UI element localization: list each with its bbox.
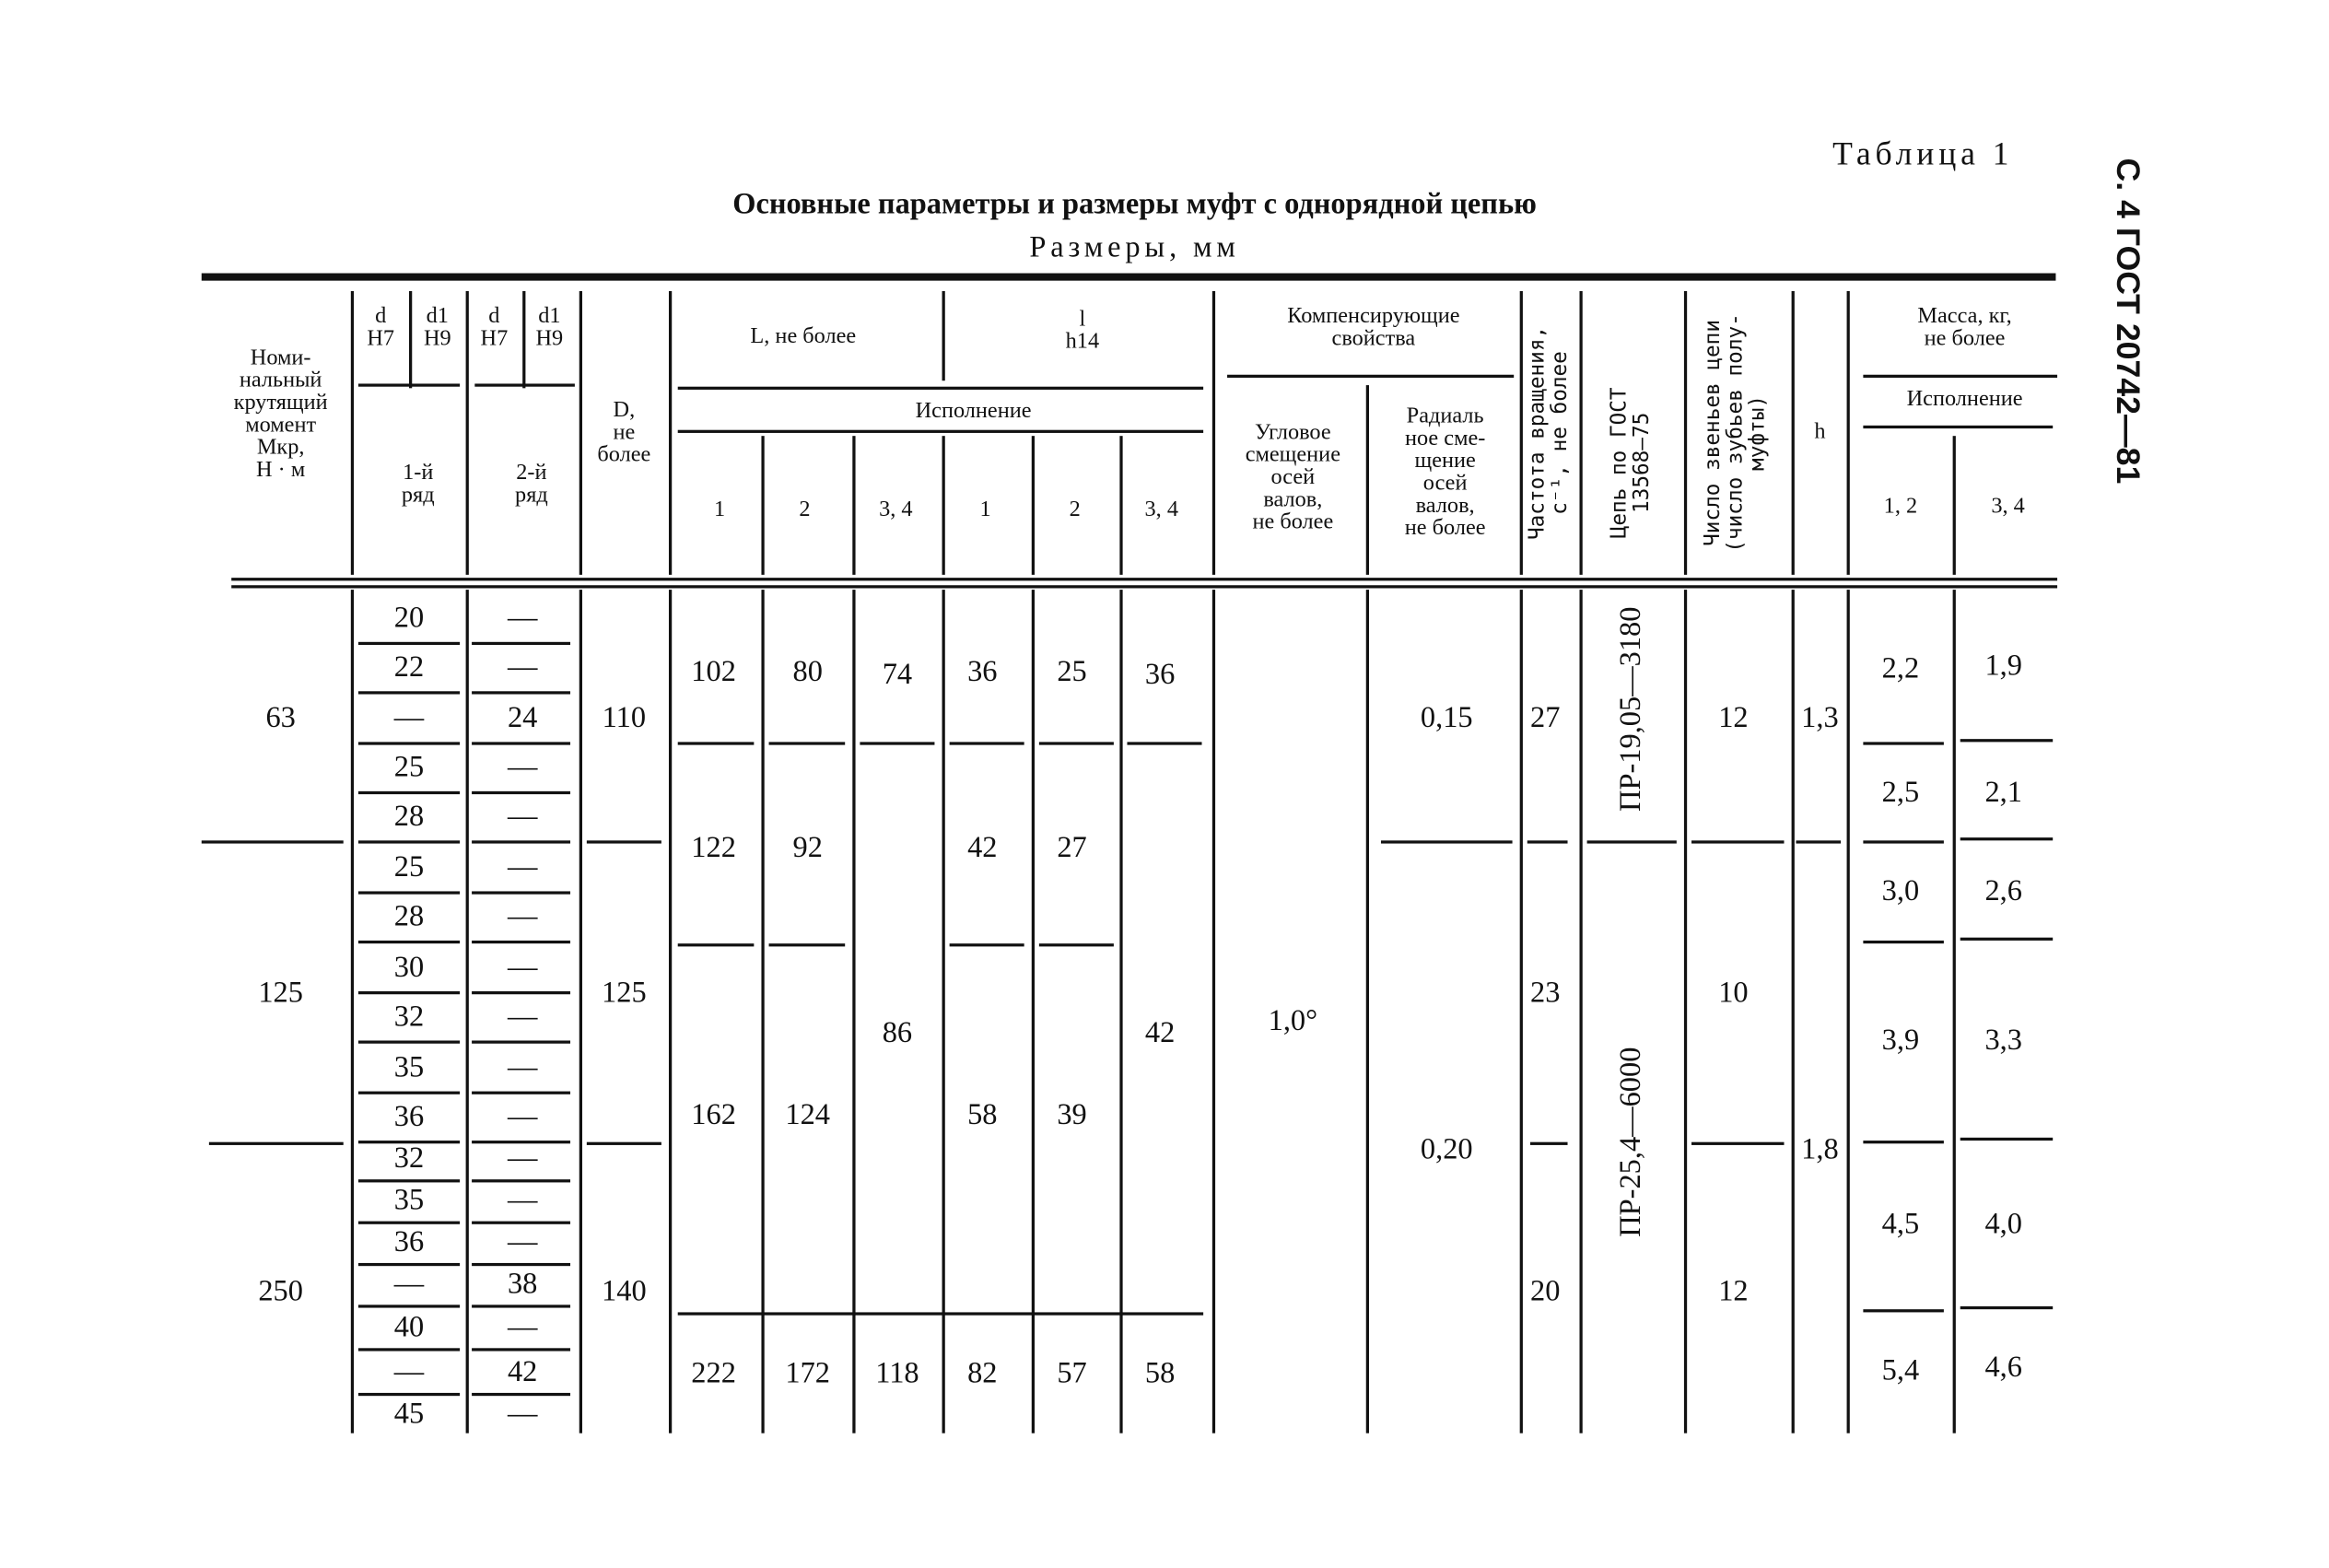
row2-diameter: — — [507, 1141, 538, 1176]
row-divider — [1960, 938, 2053, 941]
mass-exec-label: 1, 2 — [1883, 495, 1918, 520]
table-title: Основные параметры и размеры муфт с однорядной цепью — [732, 188, 1537, 221]
row-divider — [950, 742, 1024, 744]
execution-header: Исполнение — [915, 399, 1032, 424]
row-divider — [587, 840, 661, 843]
column-divider — [761, 590, 764, 1433]
L-exec34-value: 86 — [882, 1016, 913, 1050]
row-divider — [1527, 840, 1568, 843]
row1-diameter: 32 — [393, 1141, 425, 1176]
column-divider — [1520, 590, 1523, 1433]
L-exec34-value: 118 — [875, 1357, 919, 1390]
mass34-value: 2,6 — [1984, 874, 2022, 908]
row-divider — [1691, 840, 1784, 843]
column-divider — [1953, 590, 1956, 1433]
l-exec2-value: 39 — [1057, 1098, 1087, 1132]
row-divider — [472, 941, 570, 943]
torque-value: 125 — [258, 976, 303, 1010]
row-divider — [1960, 739, 2053, 742]
chain-value: ПР-19,05—3180 — [1614, 606, 1648, 812]
angular-value: 1,0° — [1268, 1004, 1318, 1038]
row-divider — [472, 1348, 570, 1351]
row-divider — [1960, 837, 2053, 840]
L-exec1-value: 222 — [691, 1357, 736, 1390]
column-divider — [409, 291, 412, 388]
row2-diameter: 38 — [507, 1267, 538, 1301]
column-divider — [1032, 590, 1035, 1433]
row2-diameter: — — [507, 1050, 538, 1084]
column-divider — [1032, 436, 1035, 575]
column-divider — [1579, 590, 1582, 1433]
radial-value: 0,15 — [1420, 701, 1473, 735]
frequency-header: Частота вращения, с⁻¹, не более — [1526, 325, 1573, 541]
row-divider — [472, 891, 570, 894]
D-value: 110 — [602, 701, 647, 735]
column-divider — [351, 291, 354, 575]
l-header: l h14 — [1065, 307, 1100, 355]
units-label: Размеры, мм — [1029, 231, 1240, 264]
mass12-value: 4,5 — [1881, 1207, 1920, 1241]
row-divider — [587, 1142, 661, 1145]
L-header: L, не более — [750, 324, 857, 349]
row1-diameter: 30 — [393, 951, 425, 984]
row-divider — [358, 941, 460, 943]
L-exec2-value: 124 — [785, 1098, 830, 1132]
mass34-value: 3,3 — [1984, 1024, 2022, 1058]
row2-diameter: — — [507, 900, 538, 933]
row-divider — [678, 430, 1203, 433]
mass-execution-header: Исполнение — [1906, 387, 2023, 412]
column-divider — [1520, 291, 1523, 575]
column-divider — [852, 436, 855, 575]
row-divider — [472, 742, 570, 744]
d1-h9-header-row2: d1 H9 — [535, 304, 564, 351]
row-divider — [1863, 375, 2057, 378]
row-divider — [472, 840, 570, 843]
row-divider — [358, 1040, 460, 1043]
row1-diameter: 20 — [393, 602, 425, 635]
column-divider — [351, 590, 354, 1433]
column-divider — [1847, 590, 1850, 1433]
links-value: 12 — [1718, 701, 1749, 735]
column-divider — [942, 436, 945, 575]
links-value: 10 — [1718, 976, 1749, 1010]
row1-diameter: 32 — [393, 1000, 425, 1034]
row-divider — [1127, 742, 1201, 744]
L-exec1-value: 102 — [691, 655, 736, 689]
row-divider — [474, 383, 575, 386]
mass12-value: 3,9 — [1881, 1024, 1920, 1058]
row-divider — [678, 387, 1203, 390]
row2-diameter: 24 — [507, 701, 538, 735]
row-divider — [1691, 1142, 1784, 1145]
column-divider — [852, 590, 855, 1433]
row-divider — [358, 691, 460, 694]
column-divider — [1119, 436, 1122, 575]
column-divider — [1212, 590, 1215, 1433]
mass12-value: 2,2 — [1881, 652, 1920, 685]
row1-diameter: 45 — [393, 1397, 425, 1431]
L-exec34-value: 74 — [882, 658, 913, 692]
row-divider — [358, 891, 460, 894]
row-divider — [1863, 1141, 1944, 1143]
row-divider — [1796, 840, 1841, 843]
column-divider — [1792, 590, 1795, 1433]
execution-label: 2 — [799, 497, 811, 522]
row1-diameter: 25 — [393, 751, 425, 784]
row-divider — [1863, 426, 2053, 428]
column-divider — [1366, 385, 1369, 575]
row-divider — [358, 642, 460, 645]
row-divider — [358, 383, 460, 386]
row-divider — [358, 1348, 460, 1351]
row-divider — [678, 943, 755, 946]
row-divider — [472, 791, 570, 794]
row-divider — [1039, 943, 1114, 946]
column-divider — [1847, 291, 1850, 575]
L-exec1-value: 162 — [691, 1098, 736, 1132]
row-divider — [678, 742, 755, 744]
row2-diameter: — — [507, 1184, 538, 1217]
row-divider — [1863, 1309, 1944, 1312]
row-divider — [358, 1179, 460, 1182]
l-exec34-value: 36 — [1144, 658, 1176, 692]
l-exec34-value: 58 — [1144, 1357, 1176, 1390]
torque-header: Номи- нальный крутящий момент Mкр, Н · м — [233, 345, 328, 483]
row-divider — [1530, 1142, 1568, 1145]
L-exec1-value: 122 — [691, 831, 736, 865]
l-exec34-value: 42 — [1144, 1016, 1176, 1050]
row1-diameter: — — [393, 1355, 425, 1389]
row-divider — [358, 1263, 460, 1266]
row-divider — [472, 1263, 570, 1266]
mass-exec-label: 3, 4 — [1991, 495, 2025, 520]
l-exec2-value: 27 — [1057, 831, 1087, 865]
row1-header: 1-й ряд — [401, 461, 435, 508]
row-divider — [1960, 1138, 2053, 1141]
column-divider — [761, 436, 764, 575]
row-divider — [358, 991, 460, 994]
row-divider — [1587, 840, 1677, 843]
row-divider — [472, 1040, 570, 1043]
row2-diameter: — — [507, 650, 538, 685]
row-divider — [1227, 375, 1514, 378]
D-value: 125 — [602, 976, 647, 1010]
execution-label: 1 — [979, 497, 991, 522]
column-divider — [942, 291, 945, 380]
d-h7-header: d H7 — [367, 304, 395, 351]
row-divider — [950, 943, 1024, 946]
row-divider — [472, 1305, 570, 1307]
mass12-value: 2,5 — [1881, 776, 1920, 810]
frequency-value: 23 — [1530, 976, 1561, 1010]
row1-diameter: 40 — [393, 1310, 425, 1344]
row2-diameter: — — [507, 1397, 538, 1431]
mass34-value: 2,1 — [1984, 776, 2022, 810]
column-divider — [1953, 436, 1956, 575]
row1-diameter: 35 — [393, 1050, 425, 1084]
mass12-value: 3,0 — [1881, 874, 1920, 908]
execution-label: 2 — [1069, 497, 1081, 522]
table-label: Таблица 1 — [1832, 134, 2014, 172]
column-divider — [579, 291, 582, 575]
column-divider — [942, 590, 945, 1433]
column-divider — [1684, 291, 1687, 575]
row-divider — [472, 1179, 570, 1182]
column-divider — [522, 291, 525, 388]
column-divider — [669, 590, 672, 1433]
row-divider — [231, 585, 2057, 588]
row-divider — [231, 578, 2057, 580]
row1-diameter: 36 — [393, 1100, 425, 1133]
row-divider — [472, 1222, 570, 1224]
row2-diameter: — — [507, 800, 538, 834]
d1-h9-header: d1 H9 — [423, 304, 451, 351]
l-exec2-value: 25 — [1057, 655, 1087, 689]
row-divider — [1863, 941, 1944, 943]
h-value: 1,3 — [1801, 701, 1839, 735]
column-divider — [466, 291, 469, 575]
row-divider — [1381, 840, 1513, 843]
compensating-header: Компенсирующие свойства — [1287, 304, 1460, 351]
row1-diameter: 25 — [393, 850, 425, 884]
row2-diameter: — — [507, 850, 538, 884]
mass34-value: 1,9 — [1984, 649, 2022, 683]
h-header: h — [1814, 420, 1826, 445]
radial-header: Радиаль ное сме- щение осей валов, не более — [1404, 404, 1486, 541]
column-divider — [669, 291, 672, 575]
mass-header: Масса, кг, не более — [1917, 304, 2012, 351]
row-divider — [860, 742, 934, 744]
row-divider — [472, 991, 570, 994]
d-h7-header-row2: d H7 — [480, 304, 509, 351]
row2-diameter: — — [507, 1000, 538, 1034]
column-divider — [1119, 590, 1122, 1433]
row1-diameter: 28 — [393, 800, 425, 834]
links-value: 12 — [1718, 1274, 1749, 1308]
row-divider — [472, 1092, 570, 1094]
column-divider — [1792, 291, 1795, 575]
column-divider — [466, 590, 469, 1433]
row-divider — [472, 1393, 570, 1396]
row-divider — [769, 943, 846, 946]
row-divider — [358, 742, 460, 744]
row2-diameter: — — [507, 751, 538, 784]
row-divider — [358, 1092, 460, 1094]
row2-diameter: — — [507, 1225, 538, 1259]
row-divider — [358, 840, 460, 843]
torque-value: 63 — [265, 701, 296, 735]
row-divider — [202, 840, 344, 843]
row1-diameter: 28 — [393, 900, 425, 933]
row-divider — [472, 642, 570, 645]
L-exec2-value: 92 — [792, 831, 823, 865]
row2-diameter: — — [507, 602, 538, 635]
row1-diameter: 36 — [393, 1225, 425, 1259]
mass34-value: 4,0 — [1984, 1207, 2022, 1241]
side-label: С. 4 ГОСТ 20742—81 — [2109, 158, 2148, 485]
D-header: D, не более — [597, 398, 651, 468]
L-exec2-value: 172 — [785, 1357, 830, 1390]
l-exec1-value: 36 — [967, 655, 998, 689]
l-exec2-value: 57 — [1057, 1357, 1087, 1390]
row-divider — [1960, 1306, 2053, 1309]
frequency-value: 27 — [1530, 701, 1561, 735]
execution-label: 3, 4 — [1144, 497, 1178, 522]
row2-diameter: — — [507, 951, 538, 984]
row-divider — [472, 691, 570, 694]
row-divider — [202, 274, 2056, 281]
column-divider — [1579, 291, 1582, 575]
row-divider — [358, 791, 460, 794]
row-divider — [358, 1393, 460, 1396]
row1-diameter: 22 — [393, 650, 425, 685]
row2-diameter: — — [507, 1310, 538, 1344]
row2-diameter: 42 — [507, 1355, 538, 1389]
row-divider — [1863, 742, 1944, 744]
chain-value: ПР-25,4—6000 — [1614, 1047, 1648, 1237]
mass12-value: 5,4 — [1881, 1353, 1920, 1387]
column-divider — [1212, 291, 1215, 575]
row-divider — [678, 1312, 1203, 1315]
row1-diameter: — — [393, 1267, 425, 1301]
row-divider — [358, 1305, 460, 1307]
L-exec2-value: 80 — [792, 655, 823, 689]
h-value: 1,8 — [1801, 1132, 1839, 1166]
torque-value: 250 — [258, 1274, 303, 1308]
angular-header: Угловое смещение осей валов, не более — [1245, 420, 1340, 535]
row-divider — [769, 742, 846, 744]
row-divider — [1863, 840, 1944, 843]
row-divider — [1039, 742, 1114, 744]
l-exec1-value: 82 — [967, 1357, 998, 1390]
column-divider — [1684, 590, 1687, 1433]
row1-diameter: — — [393, 701, 425, 735]
column-divider — [579, 590, 582, 1433]
row2-header: 2-й ряд — [515, 461, 548, 508]
l-exec1-value: 58 — [967, 1098, 998, 1132]
execution-label: 1 — [714, 497, 726, 522]
row2-diameter: — — [507, 1100, 538, 1133]
row-divider — [209, 1142, 344, 1145]
l-exec1-value: 42 — [967, 831, 998, 865]
D-value: 140 — [602, 1274, 647, 1308]
radial-value: 0,20 — [1420, 1132, 1473, 1166]
row1-diameter: 35 — [393, 1184, 425, 1217]
chain-header: Цепь по ГОСТ 13568—75 — [1608, 387, 1655, 539]
frequency-value: 20 — [1530, 1274, 1561, 1308]
links-header: Число звеньев цепи (число зубьев полу- муфты) — [1701, 313, 1771, 553]
row-divider — [358, 1222, 460, 1224]
column-divider — [1366, 590, 1369, 1433]
execution-label: 3, 4 — [879, 497, 913, 522]
mass34-value: 4,6 — [1984, 1351, 2022, 1385]
